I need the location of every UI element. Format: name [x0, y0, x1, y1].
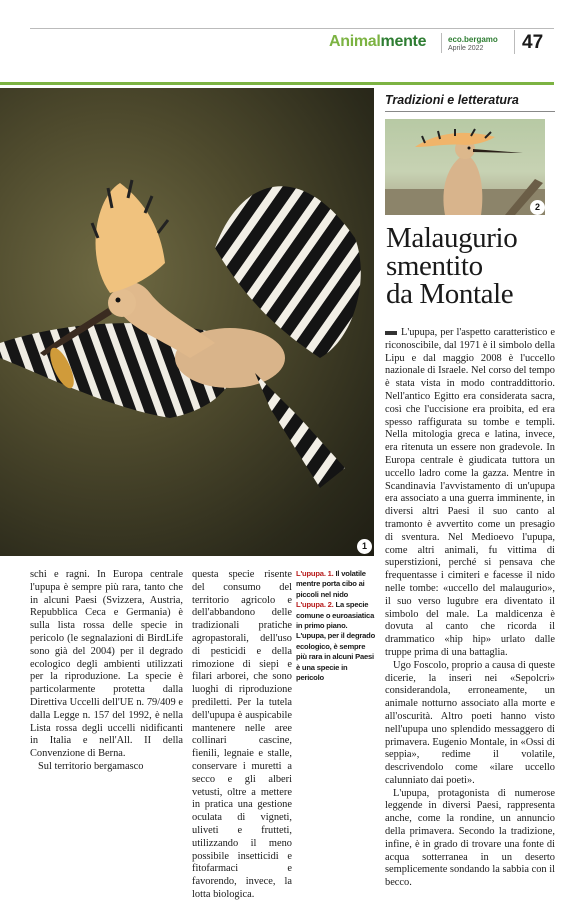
article-body-right: [385, 327, 555, 890]
photo-badge-1: 1: [357, 539, 372, 554]
section-title: [329, 33, 426, 51]
lead-marker: [385, 331, 397, 335]
title-line-1: Malaugurio: [386, 222, 518, 254]
title-line-2: smentito: [386, 250, 483, 282]
article-column-2: [192, 569, 292, 902]
caption-1: [296, 569, 376, 600]
paragraph: Sul territorio bergamasco: [38, 760, 144, 772]
main-photo: [0, 88, 374, 556]
article-column-1: [30, 569, 183, 774]
photo-captions: [296, 569, 376, 683]
thumbnail-photo: [385, 119, 545, 215]
caption-1-text: Il volatile mentre porta cibo ai piccoli nel nido: [296, 569, 366, 599]
topic-rule: [385, 111, 555, 112]
title-line-3: da Montale: [386, 278, 514, 310]
paragraph: schi e ragni. In Europa centrale l'upupa è sempre più rara, tanto che in alcuni Paesi (Svizzera, Austria, Repubblica Ceca e Germania) è sulla lista rossa delle specie in pericolo (le segnalazioni di BirdLife sono già del 2004) per il degrado ecologico degli ambienti utilizzati per la riproduzione. La specie è particolarmente protetta dalla Direttiva Uccelli dell'UE n. 79/409 e dalla Legge n. 157 del 1992, è nella Lista rossa degli uccelli nidificanti in Italia e nell'All. II della Convenzione di Berna.: [30, 569, 183, 760]
magazine-name: eco.bergamo: [448, 35, 498, 44]
paragraph: L'upupa, protagonista di numerose leggende in diversi Paesi, rappresenta anche, come la rondine, un annuncio della primavera. Secondo la tradizione, infine, è in grado di trovare una fonte di acqua sotterranea in un deserto semplicemente sondando la sabbia con il becco.: [385, 787, 555, 889]
paragraph: Ugo Foscolo, proprio a causa di queste dicerie, la inserì nei «Sepolcri» considerandola, erroneamente, un animale notturno associato alla morte e all'oscurità. Altro poeti hanno visto nell'upupa uno splendido messaggero di primavera. Eugenio Montale, in «Ossi di seppia», redime il volatile, descrivendolo come «ilare uccello calunniato dai poeti».: [385, 659, 555, 786]
hoopoe-portrait-illustration: [385, 119, 545, 215]
header-separator-2: [514, 30, 515, 54]
caption-3: L'upupa, per il degrado ecologico, è sempre più rara in alcuni Paesi è una specie in pericolo: [296, 631, 376, 683]
topic-heading: Tradizioni e letteratura: [385, 93, 519, 107]
header-rule: [30, 28, 554, 29]
section-title-part2: mente: [380, 33, 427, 50]
article-title: [386, 224, 556, 308]
page-number: 47: [522, 32, 544, 53]
paragraph: questa specie risente del consumo del territorio agricolo e dell'abbandono delle tradizionali pratiche agropastorali, dell'uso di pesticidi e della rimozione di siepi e filari arborei, che sono luoghi di riproduzione prediletti. Per la tutela dell'upupa è auspicabile mantenere nelle aree collinari cascine, fienili, legnaie e stalle, conservare i muretti a secco e gli alberi vetusti, oltre a mettere in pratica una gestione oculata di vigneti, uliveti e frutteti, utilizzando il meno possibile insetticidi e fitofarmaci e favorendo, invece, la lotta biologica.: [192, 569, 292, 900]
thumb-badge-2: 2: [530, 200, 545, 215]
section-title-part1: Animal: [329, 33, 381, 50]
section-color-rule: [0, 82, 554, 85]
header-separator: [441, 33, 442, 53]
hoopoe-flight-illustration: [0, 88, 374, 556]
issue-date: Aprile 2022: [448, 45, 484, 52]
caption-2-text: La specie comune o euroasiatica in primo piano.: [296, 600, 375, 631]
caption-1-label: L'upupa. 1.: [296, 569, 334, 578]
caption-2-label: L'upupa. 2.: [296, 600, 334, 610]
caption-2: [296, 600, 376, 631]
paragraph-text: L'upupa, per l'aspetto caratteristico e riconoscibile, dal 1971 è il simbolo della Lipu e dal maggio 2008 è l'uccello nazionale di Israele. Nel corso del tempo è stata vista in modo contraddittorio. Nell'antico Egitto era considerata sacra, così che l'uccisione era proibita, ed era spesso raffigurata su tombe e templi. Nella mitologia greca e latina, invece, era ritenuta un essere non gradevole. In Europa centrale è giudicata tuttora un uccello ladro come la gazza. Mentre in Scandinavia l'avvistamento di un'upupa era associato a una guerra imminente, in diversi altri Paesi il suo canto al tramonto è avvertito come un presagio di sventura. Nel Medioevo l'upupa, come altri animali, fu vittima di superstizioni, perché si pensava che frequentasse i cimiteri e facesse il nido nelle tombe: «uccello del malaugurio», il suo verso lugubre era diventato il simbolo del male. La maldicenza è dovuta al canto che ricorda il drammatico «hip hip» urlato dalle truppe prima di una battaglia.: [385, 327, 555, 658]
paragraph: [385, 327, 555, 660]
